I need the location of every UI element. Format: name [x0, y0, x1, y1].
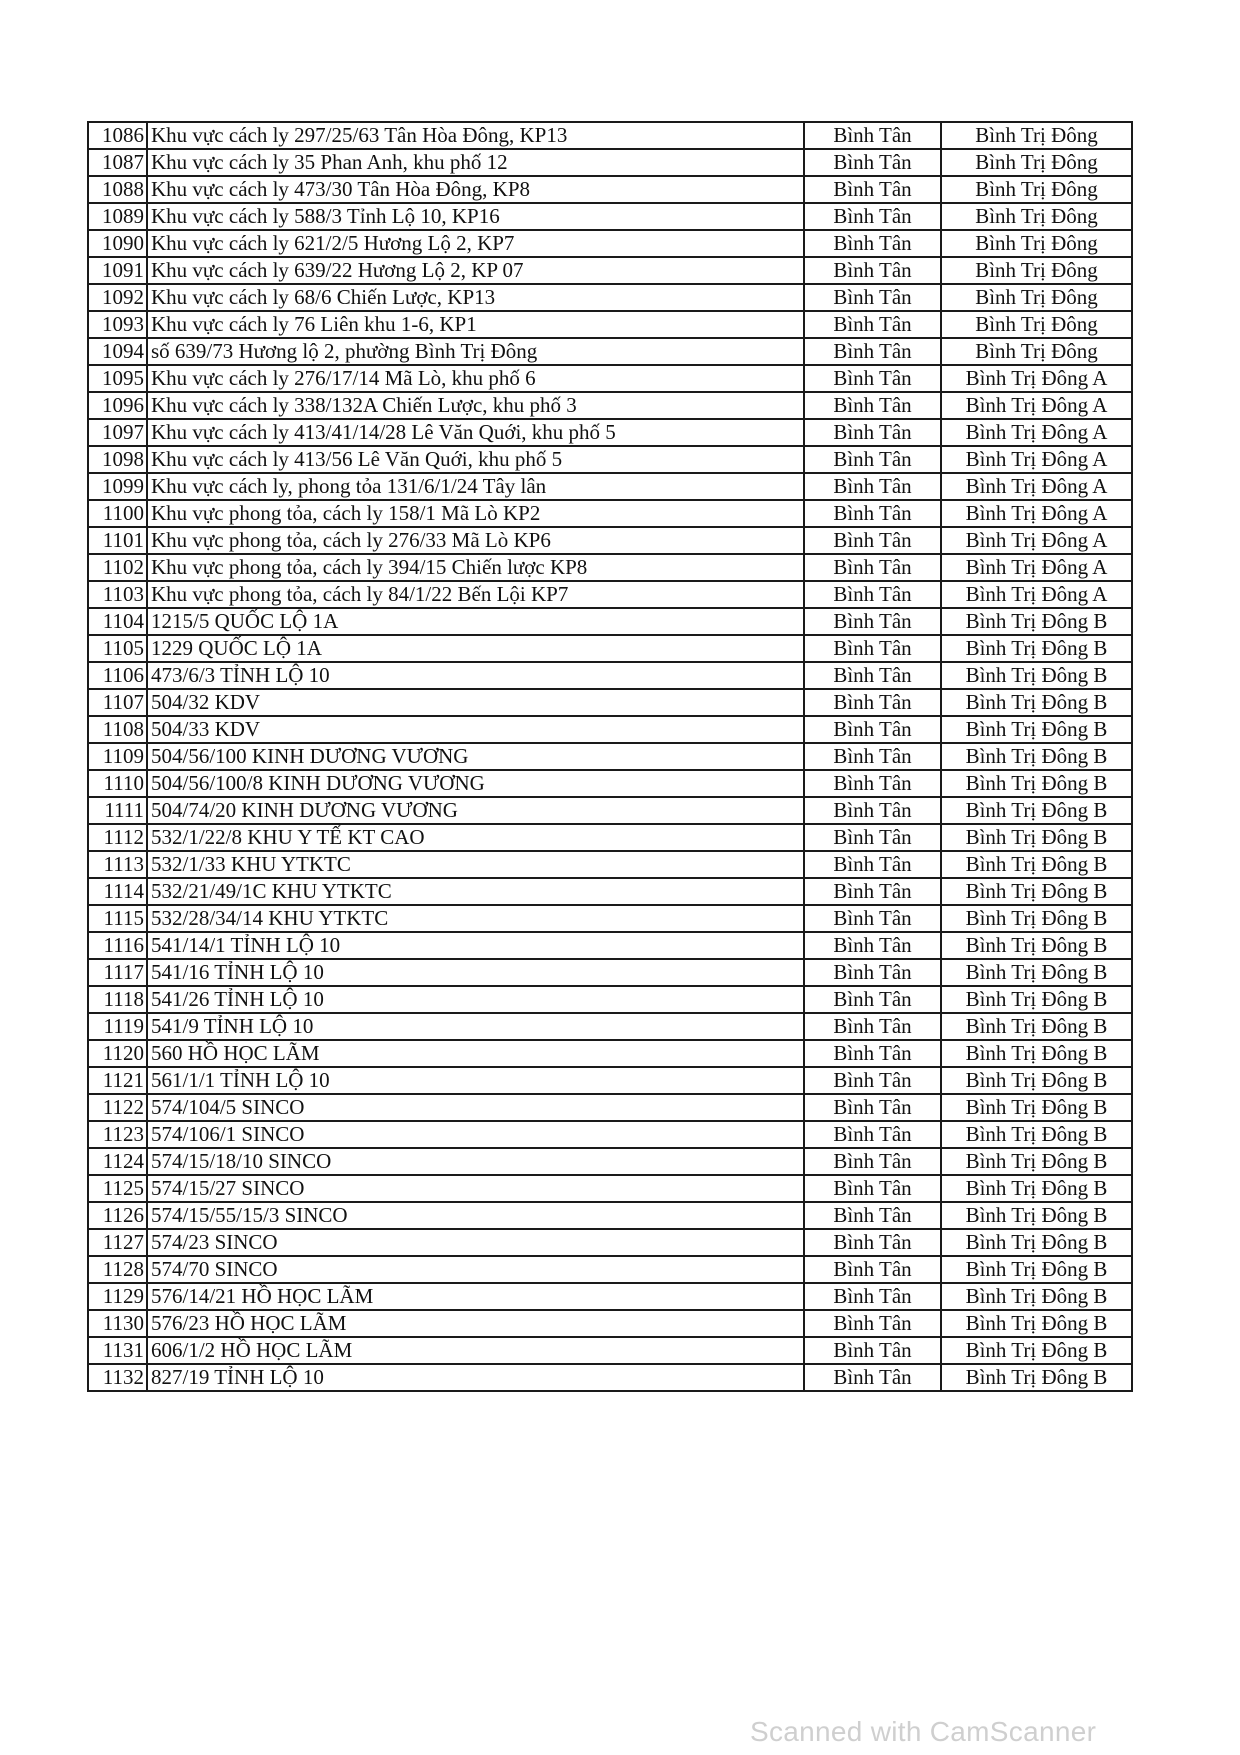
- row-number-cell: 1130: [88, 1310, 147, 1337]
- table-row: [88, 1202, 1132, 1229]
- district-cell: Bình Tân: [804, 662, 941, 689]
- address-cell: 574/104/5 SINCO: [147, 1094, 804, 1121]
- ward-cell: Bình Trị Đông A: [941, 446, 1132, 473]
- ward-cell: Bình Trị Đông B: [941, 770, 1132, 797]
- address-cell: 574/106/1 SINCO: [147, 1121, 804, 1148]
- row-number-cell: 1094: [88, 338, 147, 365]
- district-cell: Bình Tân: [804, 878, 941, 905]
- ward-cell: Bình Trị Đông A: [941, 473, 1132, 500]
- address-cell: 504/56/100/8 KINH DƯƠNG VƯƠNG: [147, 770, 804, 797]
- district-cell: Bình Tân: [804, 257, 941, 284]
- ward-cell: Bình Trị Đông B: [941, 1256, 1132, 1283]
- table-row: [88, 1256, 1132, 1283]
- row-number-cell: 1117: [88, 959, 147, 986]
- table-row: [88, 770, 1132, 797]
- table-row: [88, 500, 1132, 527]
- district-cell: Bình Tân: [804, 959, 941, 986]
- row-number-cell: 1109: [88, 743, 147, 770]
- district-cell: Bình Tân: [804, 473, 941, 500]
- table-row: [88, 824, 1132, 851]
- table-row: [88, 959, 1132, 986]
- address-cell: Khu vực cách ly 297/25/63 Tân Hòa Đông, KP13: [147, 122, 804, 149]
- table-row: [88, 257, 1132, 284]
- district-cell: Bình Tân: [804, 851, 941, 878]
- row-number-cell: 1103: [88, 581, 147, 608]
- ward-cell: Bình Trị Đông A: [941, 581, 1132, 608]
- ward-cell: Bình Trị Đông B: [941, 959, 1132, 986]
- table-row: [88, 365, 1132, 392]
- table-row: [88, 419, 1132, 446]
- ward-cell: Bình Trị Đông B: [941, 716, 1132, 743]
- address-cell: 532/1/22/8 KHU Y TẾ KT CAO: [147, 824, 804, 851]
- district-cell: Bình Tân: [804, 311, 941, 338]
- table-row: [88, 446, 1132, 473]
- address-cell: Khu vực cách ly 621/2/5 Hương Lộ 2, KP7: [147, 230, 804, 257]
- ward-cell: Bình Trị Đông B: [941, 1013, 1132, 1040]
- ward-cell: Bình Trị Đông B: [941, 1121, 1132, 1148]
- ward-cell: Bình Trị Đông B: [941, 932, 1132, 959]
- ward-cell: Bình Trị Đông B: [941, 1229, 1132, 1256]
- row-number-cell: 1113: [88, 851, 147, 878]
- ward-cell: Bình Trị Đông B: [941, 1364, 1132, 1391]
- address-cell: 561/1/1 TỈNH LỘ 10: [147, 1067, 804, 1094]
- table-row: [88, 689, 1132, 716]
- table-row: [88, 1175, 1132, 1202]
- district-cell: Bình Tân: [804, 149, 941, 176]
- district-cell: Bình Tân: [804, 1148, 941, 1175]
- address-cell: 504/32 KDV: [147, 689, 804, 716]
- district-cell: Bình Tân: [804, 743, 941, 770]
- district-cell: Bình Tân: [804, 527, 941, 554]
- ward-cell: Bình Trị Đông B: [941, 905, 1132, 932]
- ward-cell: Bình Trị Đông B: [941, 1337, 1132, 1364]
- district-cell: Bình Tân: [804, 824, 941, 851]
- address-cell: Khu vực cách ly 413/41/14/28 Lê Văn Quới, khu phố 5: [147, 419, 804, 446]
- table-row: [88, 1094, 1132, 1121]
- address-cell: 504/33 KDV: [147, 716, 804, 743]
- address-cell: 1229 QUỐC LỘ 1A: [147, 635, 804, 662]
- district-cell: Bình Tân: [804, 1175, 941, 1202]
- table-row: [88, 1148, 1132, 1175]
- district-cell: Bình Tân: [804, 122, 941, 149]
- ward-cell: Bình Trị Đông B: [941, 986, 1132, 1013]
- table-row: [88, 176, 1132, 203]
- row-number-cell: 1126: [88, 1202, 147, 1229]
- district-cell: Bình Tân: [804, 1202, 941, 1229]
- district-cell: Bình Tân: [804, 1094, 941, 1121]
- district-cell: Bình Tân: [804, 284, 941, 311]
- address-cell: 574/70 SINCO: [147, 1256, 804, 1283]
- address-cell: 532/21/49/1C KHU YTKTC: [147, 878, 804, 905]
- row-number-cell: 1086: [88, 122, 147, 149]
- district-cell: Bình Tân: [804, 419, 941, 446]
- address-cell: 532/1/33 KHU YTKTC: [147, 851, 804, 878]
- district-cell: Bình Tân: [804, 1229, 941, 1256]
- district-cell: Bình Tân: [804, 635, 941, 662]
- district-cell: Bình Tân: [804, 1013, 941, 1040]
- address-cell: 504/56/100 KINH DƯƠNG VƯƠNG: [147, 743, 804, 770]
- table-row: [88, 635, 1132, 662]
- row-number-cell: 1108: [88, 716, 147, 743]
- district-cell: Bình Tân: [804, 770, 941, 797]
- address-cell: Khu vực cách ly 413/56 Lê Văn Quới, khu phố 5: [147, 446, 804, 473]
- ward-cell: Bình Trị Đông: [941, 257, 1132, 284]
- address-cell: 574/15/27 SINCO: [147, 1175, 804, 1202]
- table-row: [88, 932, 1132, 959]
- row-number-cell: 1116: [88, 932, 147, 959]
- row-number-cell: 1129: [88, 1283, 147, 1310]
- district-cell: Bình Tân: [804, 797, 941, 824]
- table-row: [88, 716, 1132, 743]
- ward-cell: Bình Trị Đông B: [941, 689, 1132, 716]
- table-row: [88, 1229, 1132, 1256]
- district-cell: Bình Tân: [804, 1121, 941, 1148]
- district-cell: Bình Tân: [804, 176, 941, 203]
- district-cell: Bình Tân: [804, 905, 941, 932]
- row-number-cell: 1091: [88, 257, 147, 284]
- address-cell: Khu vực phong tỏa, cách ly 84/1/22 Bến Lội KP7: [147, 581, 804, 608]
- ward-cell: Bình Trị Đông A: [941, 392, 1132, 419]
- district-cell: Bình Tân: [804, 1310, 941, 1337]
- table-row: [88, 1040, 1132, 1067]
- table-row: [88, 1364, 1132, 1391]
- row-number-cell: 1096: [88, 392, 147, 419]
- district-cell: Bình Tân: [804, 1067, 941, 1094]
- table-row: [88, 284, 1132, 311]
- ward-cell: Bình Trị Đông: [941, 176, 1132, 203]
- district-cell: Bình Tân: [804, 932, 941, 959]
- district-cell: Bình Tân: [804, 446, 941, 473]
- row-number-cell: 1102: [88, 554, 147, 581]
- district-cell: Bình Tân: [804, 608, 941, 635]
- ward-cell: Bình Trị Đông B: [941, 1310, 1132, 1337]
- table-row: [88, 1067, 1132, 1094]
- row-number-cell: 1120: [88, 1040, 147, 1067]
- district-cell: Bình Tân: [804, 689, 941, 716]
- table-row: [88, 149, 1132, 176]
- row-number-cell: 1097: [88, 419, 147, 446]
- ward-cell: Bình Trị Đông: [941, 284, 1132, 311]
- row-number-cell: 1110: [88, 770, 147, 797]
- ward-cell: Bình Trị Đông B: [941, 1067, 1132, 1094]
- row-number-cell: 1095: [88, 365, 147, 392]
- row-number-cell: 1101: [88, 527, 147, 554]
- ward-cell: Bình Trị Đông: [941, 338, 1132, 365]
- table-row: [88, 986, 1132, 1013]
- row-number-cell: 1115: [88, 905, 147, 932]
- ward-cell: Bình Trị Đông: [941, 122, 1132, 149]
- address-cell: Khu vực cách ly 588/3 Tỉnh Lộ 10, KP16: [147, 203, 804, 230]
- row-number-cell: 1093: [88, 311, 147, 338]
- row-number-cell: 1132: [88, 1364, 147, 1391]
- table-row: [88, 1337, 1132, 1364]
- address-cell: 1215/5 QUỐC LỘ 1A: [147, 608, 804, 635]
- address-cell: Khu vực phong tỏa, cách ly 394/15 Chiến lược KP8: [147, 554, 804, 581]
- district-cell: Bình Tân: [804, 986, 941, 1013]
- address-table: [87, 121, 1133, 1392]
- address-cell: Khu vực cách ly 639/22 Hương Lộ 2, KP 07: [147, 257, 804, 284]
- address-cell: Khu vực cách ly 338/132A Chiến Lược, khu phố 3: [147, 392, 804, 419]
- table-row: [88, 662, 1132, 689]
- table-row: [88, 1013, 1132, 1040]
- row-number-cell: 1119: [88, 1013, 147, 1040]
- address-cell: Khu vực phong tỏa, cách ly 276/33 Mã Lò KP6: [147, 527, 804, 554]
- row-number-cell: 1107: [88, 689, 147, 716]
- ward-cell: Bình Trị Đông: [941, 311, 1132, 338]
- district-cell: Bình Tân: [804, 581, 941, 608]
- district-cell: Bình Tân: [804, 1040, 941, 1067]
- ward-cell: Bình Trị Đông A: [941, 419, 1132, 446]
- ward-cell: Bình Trị Đông B: [941, 1040, 1132, 1067]
- row-number-cell: 1125: [88, 1175, 147, 1202]
- row-number-cell: 1131: [88, 1337, 147, 1364]
- address-cell: 504/74/20 KINH DƯƠNG VƯƠNG: [147, 797, 804, 824]
- district-cell: Bình Tân: [804, 365, 941, 392]
- address-cell: 541/16 TỈNH LỘ 10: [147, 959, 804, 986]
- table-row: [88, 338, 1132, 365]
- district-cell: Bình Tân: [804, 1256, 941, 1283]
- row-number-cell: 1105: [88, 635, 147, 662]
- ward-cell: Bình Trị Đông B: [941, 797, 1132, 824]
- table-row: [88, 527, 1132, 554]
- district-cell: Bình Tân: [804, 392, 941, 419]
- ward-cell: Bình Trị Đông B: [941, 851, 1132, 878]
- table-row: [88, 1283, 1132, 1310]
- row-number-cell: 1118: [88, 986, 147, 1013]
- ward-cell: Bình Trị Đông: [941, 149, 1132, 176]
- address-cell: 541/14/1 TỈNH LỘ 10: [147, 932, 804, 959]
- table-row: [88, 905, 1132, 932]
- address-cell: 576/23 HỒ HỌC LÃM: [147, 1310, 804, 1337]
- table-row: [88, 608, 1132, 635]
- district-cell: Bình Tân: [804, 1337, 941, 1364]
- row-number-cell: 1123: [88, 1121, 147, 1148]
- row-number-cell: 1121: [88, 1067, 147, 1094]
- table-row: [88, 1310, 1132, 1337]
- address-cell: 560 HỒ HỌC LÃM: [147, 1040, 804, 1067]
- address-cell: 541/9 TỈNH LỘ 10: [147, 1013, 804, 1040]
- table-row: [88, 203, 1132, 230]
- table-row: [88, 311, 1132, 338]
- district-cell: Bình Tân: [804, 716, 941, 743]
- address-cell: Khu vực cách ly 35 Phan Anh, khu phố 12: [147, 149, 804, 176]
- address-cell: 574/23 SINCO: [147, 1229, 804, 1256]
- address-cell: 606/1/2 HỒ HỌC LÃM: [147, 1337, 804, 1364]
- ward-cell: Bình Trị Đông B: [941, 1283, 1132, 1310]
- address-cell: 574/15/55/15/3 SINCO: [147, 1202, 804, 1229]
- row-number-cell: 1089: [88, 203, 147, 230]
- district-cell: Bình Tân: [804, 338, 941, 365]
- district-cell: Bình Tân: [804, 554, 941, 581]
- ward-cell: Bình Trị Đông A: [941, 365, 1132, 392]
- address-cell: Khu vực phong tỏa, cách ly 158/1 Mã Lò KP2: [147, 500, 804, 527]
- ward-cell: Bình Trị Đông B: [941, 878, 1132, 905]
- ward-cell: Bình Trị Đông B: [941, 608, 1132, 635]
- address-cell: Khu vực cách ly 68/6 Chiến Lược, KP13: [147, 284, 804, 311]
- row-number-cell: 1098: [88, 446, 147, 473]
- address-cell: 576/14/21 HỒ HỌC LÃM: [147, 1283, 804, 1310]
- row-number-cell: 1099: [88, 473, 147, 500]
- ward-cell: Bình Trị Đông B: [941, 1094, 1132, 1121]
- address-cell: Khu vực cách ly 473/30 Tân Hòa Đông, KP8: [147, 176, 804, 203]
- ward-cell: Bình Trị Đông: [941, 230, 1132, 257]
- table-row: [88, 473, 1132, 500]
- row-number-cell: 1106: [88, 662, 147, 689]
- row-number-cell: 1111: [88, 797, 147, 824]
- address-cell: 827/19 TỈNH LỘ 10: [147, 1364, 804, 1391]
- ward-cell: Bình Trị Đông B: [941, 662, 1132, 689]
- row-number-cell: 1090: [88, 230, 147, 257]
- table-body: [88, 122, 1132, 1391]
- address-cell: 532/28/34/14 KHU YTKTC: [147, 905, 804, 932]
- address-cell: 473/6/3 TỈNH LỘ 10: [147, 662, 804, 689]
- table-row: [88, 878, 1132, 905]
- ward-cell: Bình Trị Đông B: [941, 824, 1132, 851]
- district-cell: Bình Tân: [804, 230, 941, 257]
- row-number-cell: 1087: [88, 149, 147, 176]
- row-number-cell: 1112: [88, 824, 147, 851]
- ward-cell: Bình Trị Đông B: [941, 1202, 1132, 1229]
- address-cell: số 639/73 Hương lộ 2, phường Bình Trị Đông: [147, 338, 804, 365]
- ward-cell: Bình Trị Đông B: [941, 1148, 1132, 1175]
- address-cell: 541/26 TỈNH LỘ 10: [147, 986, 804, 1013]
- ward-cell: Bình Trị Đông B: [941, 1175, 1132, 1202]
- address-cell: Khu vực cách ly 276/17/14 Mã Lò, khu phố 6: [147, 365, 804, 392]
- ward-cell: Bình Trị Đông A: [941, 500, 1132, 527]
- row-number-cell: 1128: [88, 1256, 147, 1283]
- ward-cell: Bình Trị Đông B: [941, 635, 1132, 662]
- table-row: [88, 122, 1132, 149]
- row-number-cell: 1114: [88, 878, 147, 905]
- row-number-cell: 1122: [88, 1094, 147, 1121]
- table-row: [88, 797, 1132, 824]
- row-number-cell: 1104: [88, 608, 147, 635]
- row-number-cell: 1088: [88, 176, 147, 203]
- table-row: [88, 230, 1132, 257]
- row-number-cell: 1124: [88, 1148, 147, 1175]
- table-row: [88, 554, 1132, 581]
- row-number-cell: 1092: [88, 284, 147, 311]
- district-cell: Bình Tân: [804, 1283, 941, 1310]
- district-cell: Bình Tân: [804, 500, 941, 527]
- row-number-cell: 1127: [88, 1229, 147, 1256]
- ward-cell: Bình Trị Đông A: [941, 527, 1132, 554]
- table-row: [88, 743, 1132, 770]
- table-row: [88, 1121, 1132, 1148]
- ward-cell: Bình Trị Đông: [941, 203, 1132, 230]
- address-cell: Khu vực cách ly, phong tỏa 131/6/1/24 Tây lân: [147, 473, 804, 500]
- address-cell: Khu vực cách ly 76 Liên khu 1-6, KP1: [147, 311, 804, 338]
- table-row: [88, 581, 1132, 608]
- table-row: [88, 392, 1132, 419]
- address-cell: 574/15/18/10 SINCO: [147, 1148, 804, 1175]
- district-cell: Bình Tân: [804, 203, 941, 230]
- district-cell: Bình Tân: [804, 1364, 941, 1391]
- table-row: [88, 851, 1132, 878]
- ward-cell: Bình Trị Đông B: [941, 743, 1132, 770]
- row-number-cell: 1100: [88, 500, 147, 527]
- ward-cell: Bình Trị Đông A: [941, 554, 1132, 581]
- camscanner-watermark: Scanned with CamScanner: [750, 1716, 1097, 1747]
